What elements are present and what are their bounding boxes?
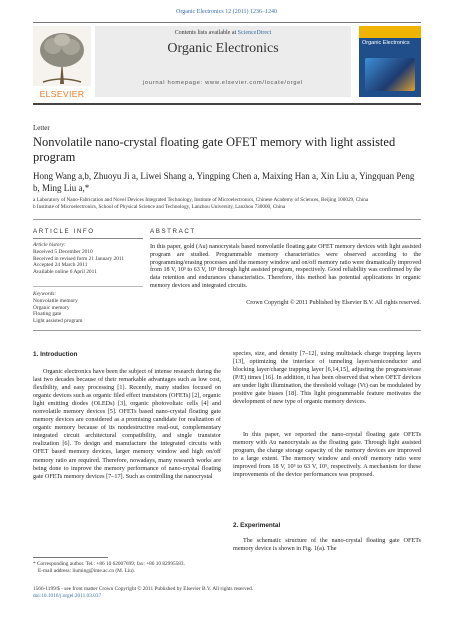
bottom-meta (33, 586, 421, 599)
abstract-heading: ABSTRACT (150, 228, 196, 235)
contents-box (95, 26, 351, 97)
author-list: Hong Wang a,b, Zhuoyu Ji a, Liwei Shang a, Yingping Chen a, Maixing Han a, Xin Liu a, Yingquan Peng b, Ming Liu a,* (33, 171, 415, 193)
keyword: Organic memory (33, 304, 70, 311)
introduction-left-column: Organic electronics have been the subject of intense research during the last two decades because of their remarkable advantages such as low cost, flexibility, and easy processing [1]. Recently, many studies focused on organic devices such as organic filed effect transistors (OFETs) [2], organic light emitting diodes (OLEDs) [3], organic photovoltaic cells [4] and nonvolatile memory devices [5]. OFETs based nano-crystal floating gate memory devices are considered as a promising candidate for realization of organic memory because of its nondestructive read-out, complementary integrated circuit architectural compatibility, and single transistor realization [6]. To design and manufacture the integrated circuits with OFET based memory devices, larger memory window and high on/off memory ratio are required. Therefore, nowadays, many research works are being done to improve the memory performance of nano-crystal floating gate OFETs memory devices [7–17]. Such as controlling the nanocrystal (33, 368, 221, 480)
keywords-label: Keywords: (33, 291, 57, 297)
corresponding-author: * Corresponding author. Tel.: +86 10 62007699; fax: +86 10 82995583. (33, 561, 185, 567)
journal-citation[interactable]: Organic Electronics 12 (2011) 1236–1240 (176, 9, 277, 15)
journal-cover-image (359, 26, 421, 97)
sciencedirect-link[interactable]: ScienceDirect (237, 30, 272, 36)
journal-homepage[interactable]: journal homepage: www.elsevier.com/locate/orgel (142, 80, 304, 86)
affiliation-b: b Institute of Microelectronics, School of Physical Science and Technology, Lanzhou University, Lanzhou 730000, China (33, 204, 286, 210)
keywords-rule (33, 286, 143, 287)
keyword: Nonvolatile memory (33, 297, 78, 304)
history-received: Received 5 December 2010 (33, 248, 93, 255)
abstract-rule (150, 238, 421, 239)
experimental-text: The schematic structure of the nano-crystal floating gate OFETs memory device is shown in Fig. 1(a). The (233, 537, 421, 553)
history-revised: Received in revised form 21 January 2011 (33, 255, 125, 262)
abstract-text: In this paper, gold (Au) nanocrystals based nonvolatile floating gate OFET memory devices with light assisted program are studied. Programmable memory characteristics were observed according to the programming/erasing processes and the memory window and on/off memory ratio were dramatically improved from 18 V, 10³ to 63 V, 10⁵ through light assisted program, respectively. Good reliability was confirmed by the data retention and endurances characteristics. Therefore, this method has potential applications in organic memory devices and integrated circuits. (150, 244, 421, 289)
section-heading-introduction: 1. Introduction (33, 351, 78, 358)
author-email[interactable]: E-mail address: liuming@ime.ac.cn (M. Liu). (38, 567, 135, 574)
affiliation-divider (33, 219, 421, 220)
introduction-right-column-para1: species, size, and density [7–12], using multistack charge trapping layers [13], optimizing the interface of tunneling layer/semiconductor and blocking layer/charge trapping layer [6,14,15], adjusting the program/erase (P/E) times [16]. In addition, it has been observed that when OFET devices are under light illumination, the threshold voltage (Vt) can be modulated by positive gate biases [18]. This light programmable feature motivates the development of new type of organic memory devices. (233, 350, 421, 406)
cover-stripe (359, 26, 421, 38)
publisher-name: ELSEVIER (39, 89, 85, 99)
history-label: Article history: (33, 242, 66, 248)
doi-link[interactable]: doi:10.1016/j.orgel.2011.03.037 (33, 592, 102, 599)
issn-line: 1566-1199/$ - see front matter Crown Copyright © 2011 Published by Elsevier B.V. All rights reserved. (33, 586, 254, 592)
article-info-heading: ARTICLE INFO (33, 228, 95, 235)
affiliations (33, 197, 421, 211)
history-online: Available online 6 April 2011 (33, 269, 97, 276)
section-heading-experimental: 2. Experimental (233, 522, 281, 529)
article-info-rule (33, 238, 143, 239)
article-type: Letter (33, 124, 50, 132)
article-history (33, 242, 143, 276)
footnote-rule (33, 557, 108, 558)
article-title: Nonvolatile nano-crystal floating gate OFET memory with light assisted program (33, 135, 396, 164)
elsevier-tree-logo (33, 26, 91, 98)
journal-name: Organic Electronics (167, 41, 279, 56)
footnote (33, 561, 221, 574)
introduction-right-column-para2: In this paper, we reported the nano-crystal floating gate OFETs memory with Au nanocrystals as the floating gate. Through light assisted program, the charge storage capacity of the memory devices are improved to a large extent. The memory window and on/off memory ratio were improved from 18 V, 10³ to 63 V, 10⁵, respectively. A mechanism for these improvements of the device performances was proposed. (233, 431, 421, 479)
header-divider (33, 103, 421, 105)
history-accepted: Accepted 24 March 2011 (33, 262, 88, 269)
contents-line (95, 30, 351, 36)
affiliation-a: a Laboratory of Nano-Fabrication and Novel Devices Integrated Technology, Institute of Microelectronics, Chinese Academy of Sciences, Beijing 100029, China (33, 197, 369, 203)
copyright: Crown Copyright © 2011 Published by Elsevier B.V. All rights reserved. (246, 300, 421, 306)
abstract-divider (33, 330, 421, 331)
cover-title: Organic Electronics (362, 40, 410, 46)
cover-artwork (365, 58, 415, 91)
keywords (33, 291, 143, 325)
contents-prefix: Contents lists available at (174, 30, 238, 36)
keyword: Light assisted program (33, 318, 83, 325)
keyword: Floating gate (33, 311, 62, 318)
